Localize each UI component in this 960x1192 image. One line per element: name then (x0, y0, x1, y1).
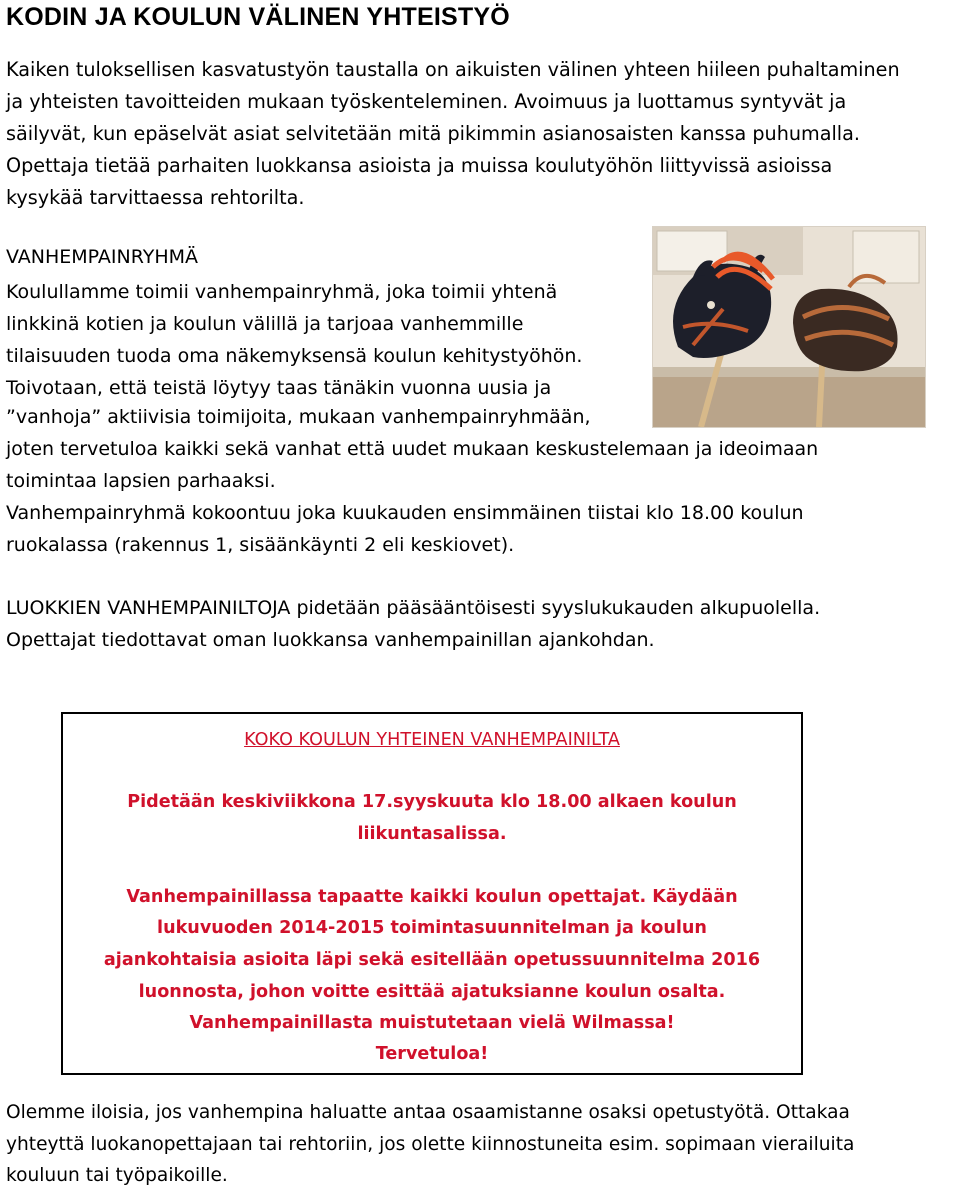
vanhempainryhma-line: tilaisuuden tuoda oma näkemyksensä koulun kehitystyöhön. (6, 345, 583, 367)
vanhempainryhma-line: Koulullamme toimii vanhempainryhmä, joka toimii yhtenä (6, 281, 558, 303)
closing-line: Olemme iloisia, jos vanhempina haluatte antaa osaamistanne osaksi opetustyötä. Ottakaa (6, 1102, 850, 1123)
vanhempainryhma-line: Toivotaan, että teistä löytyy taas tänäkin vuonna uusia ja (6, 377, 552, 399)
intro-paragraph (6, 54, 958, 214)
luokkien-line: Opettajat tiedottavat oman luokkansa vanhempainillan ajankohdan. (6, 629, 655, 651)
intro-line: ja yhteisten tavoitteiden mukaan työskenteleminen. Avoimuus ja luottamus syntyvät ja (6, 90, 847, 113)
intro-line: säilyvät, kun epäselvät asiat selvitetään mitä pikimmin asianosaisten kanssa puhumalla. (6, 122, 860, 145)
vanhempainryhma-line: ”vanhoja” aktiivisia toimijoita, mukaan vanhempainryhmään, (6, 406, 591, 428)
vanhempainryhma-line: Vanhempainryhmä kokoontuu joka kuukauden ensimmäinen tiistai klo 18.00 koulun (6, 502, 804, 524)
event-heading: KOKO KOULUN YHTEINEN VANHEMPAINILTA (244, 730, 620, 750)
intro-line: Opettaja tietää parhaiten luokkansa asioista ja muissa koulutyöhön liittyvissä asioissa (6, 154, 833, 177)
page-title: KODIN JA KOULUN VÄLINEN YHTEISTYÖ (6, 3, 510, 31)
event-when-line: Pidetään keskiviikkona 17.syyskuuta klo 18.00 alkaen koulun (127, 792, 737, 812)
closing-line: yhteyttä luokanopettajaan tai rehtoriin, jos olette kiinnostuneita esim. sopimaan vierailuita (6, 1134, 855, 1155)
intro-line: kysykää tarvittaessa rehtorilta. (6, 186, 305, 209)
closing-line: kouluun tai työpaikoille. (6, 1165, 228, 1186)
vanhempainryhma-line: toimintaa lapsien parhaaksi. (6, 470, 276, 492)
event-body-line: Tervetuloa! (375, 1044, 489, 1064)
event-body-line: luonnosta, johon voitte esittää ajatuksianne koulun osalta. (138, 982, 726, 1002)
vanhempainryhma-line: ruokalassa (rakennus 1, sisäänkäynti 2 eli keskiovet). (6, 534, 515, 556)
hobby-horse-illustration (653, 227, 925, 427)
event-body-line: Vanhempainillassa tapaatte kaikki koulun opettajat. Käydään (126, 887, 738, 907)
luokkien-line: LUOKKIEN VANHEMPAINILTOJA pidetään pääsääntöisesti syyslukukauden alkupuolella. (6, 597, 821, 619)
vanhempainryhma-line: linkkinä kotien ja koulun välillä ja tarjoaa vanhemmille (6, 313, 524, 335)
vanhempainryhma-heading: VANHEMPAINRYHMÄ (6, 246, 199, 268)
intro-line: Kaiken tuloksellisen kasvatustyön taustalla on aikuisten välinen yhteen hiileen puhaltaminen (6, 58, 900, 81)
event-body-line: Vanhempainillasta muistutetaan vielä Wilmassa! (189, 1013, 675, 1033)
hobby-horse-photo (652, 226, 926, 428)
event-body-line: lukuvuoden 2014-2015 toimintasuunnitelman ja koulun (157, 918, 707, 938)
event-when-line: liikuntasalissa. (357, 824, 507, 844)
vanhempainryhma-line: joten tervetuloa kaikki sekä vanhat että uudet mukaan keskustelemaan ja ideoimaan (6, 438, 819, 460)
event-body-line: ajankohtaisia asioita läpi sekä esitellään opetussuunnitelma 2016 (103, 950, 761, 970)
